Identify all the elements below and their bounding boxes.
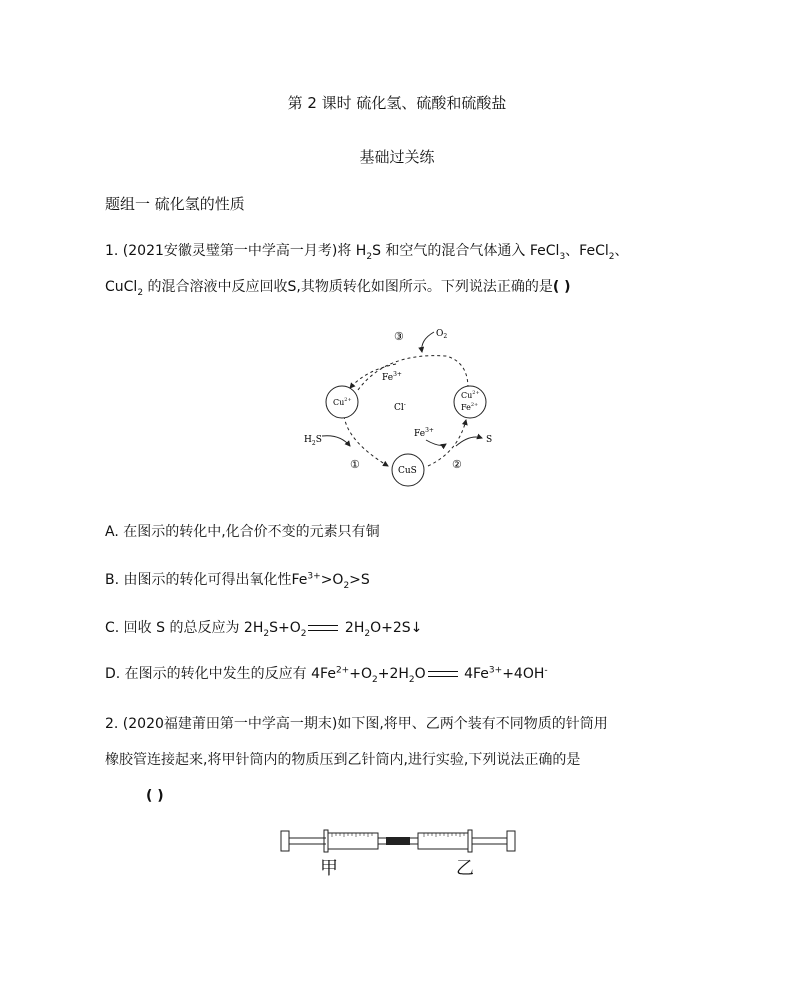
double-line-equals-icon [428,671,458,677]
fe3-top-label: $Fe^{3+}$ [382,371,402,383]
cycle-diagram [296,322,506,492]
fe3-bottom-label: $Fe^{3+}$ [414,427,434,439]
cl-label: Cl- [394,401,406,413]
label-jia: 甲 [320,858,338,879]
page-title: 第 2 课时 硫化氢、硫酸和硫酸盐 [287,94,507,112]
fe3-arrow [426,440,446,445]
scale-jia [332,833,372,837]
cu2-right-label: $Cu^{2+}$ [461,390,480,400]
answer-paren: ( ) [552,279,571,295]
h2s-label: $H_2S$ [304,435,322,447]
fe2-right-label: $Fe^{2+}$ [461,402,479,412]
arc-top [358,356,468,390]
double-line-equals-icon [308,625,338,631]
syringe-yi [410,830,515,852]
cu2-left-label: $Cu^{2+}$ [333,397,352,407]
section-title: 题组一 硫化氢的性质 [105,195,245,213]
scale-yi [424,833,464,837]
option-a: A. 在图示的转化中,化合价不变的元素只有铜 [105,524,380,540]
question-1-line-2: CuCl$_2$ 的混合溶液中反应回收S,其物质转化如图所示。下列说法正确的是( ) [105,279,571,298]
question-2-answer-paren: ( ) [146,788,164,804]
option-b: B. 由图示的转化可得出氧化性$Fe^{3+}>O_2>S$ [105,571,370,591]
s-label: S [486,435,493,445]
question-2-line-2: 橡胶管连接起来,将甲针筒内的物质压到乙针筒内,进行实验,下列说法正确的是 [105,752,581,768]
step-1-label: ① [350,458,360,471]
question-1-line-1: 1. (2021安徽灵璧第一中学高一月考)将 $H_2S$ 和空气的混合气体通入 FeCl$_3$、FeCl$_2$、 [105,243,629,262]
label-yi: 乙 [456,858,474,879]
o2-label: $O_2$ [436,329,448,340]
question-2-line-1: 2. (2020福建莆田第一中学高一期末)如下图,将甲、乙两个装有不同物质的针筒用 [105,716,608,732]
s-arrow [456,437,482,446]
option-c: C. 回收 S 的总反应为 $2H_2S+O_2$ $2H_2O+2S↓$ [105,620,423,639]
rubber-tube [386,837,410,845]
h2s-arrow [322,436,350,446]
step-2-label: ② [452,458,462,471]
step-3-label: ③ [394,330,404,343]
syringe-diagram [278,824,518,880]
option-d: D. 在图示的转化中发生的反应有 $4Fe^{2+}+O_2+2H_2O$ $4Fe^{3+}+4OH^-$ [105,665,548,685]
syringe-jia [281,830,386,852]
o2-arrow [422,332,434,352]
cus-label: CuS [398,466,417,476]
page-subtitle: 基础过关练 [359,148,435,166]
